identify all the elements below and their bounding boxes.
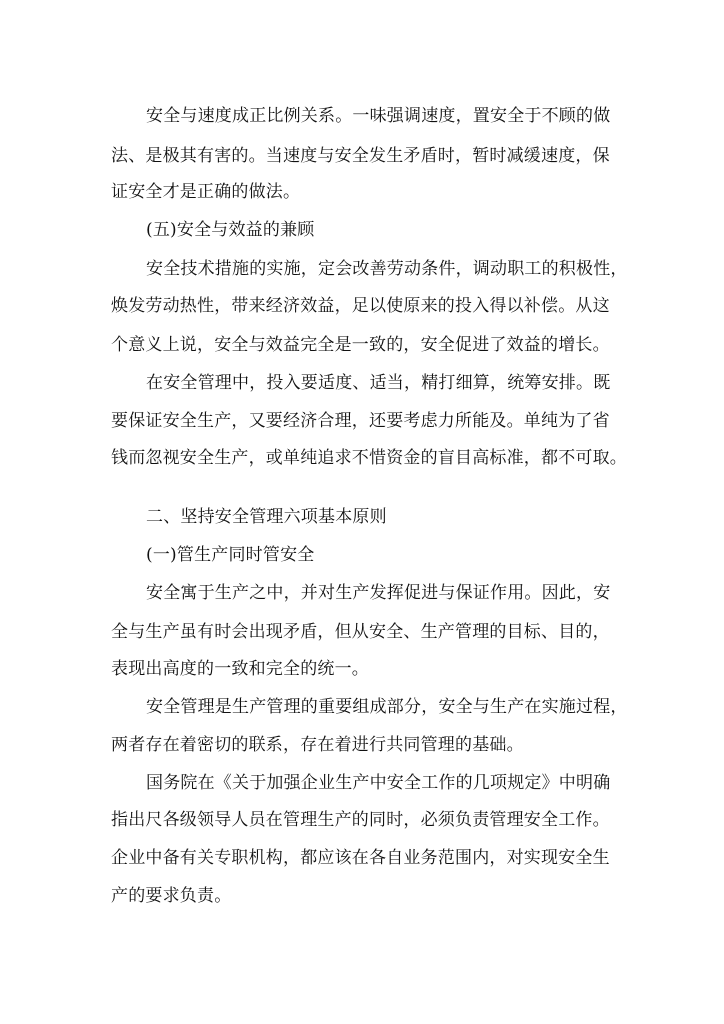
section-heading: (五)安全与效益的兼顾: [146, 220, 315, 240]
paragraph-line: 钱而忽视安全生产，或单纯追求不惜资金的盲目高标准，都不可取。: [111, 448, 627, 468]
paragraph-line: 在安全管理中，投入要适度、适当，精打细算，统筹安排。既: [146, 373, 611, 393]
paragraph-line: 国务院在《关于加强企业生产中安全工作的几项规定》中明确: [146, 773, 611, 793]
paragraph-line: 安全与速度成正比例关系。一味强调速度，置安全于不顾的做: [146, 106, 611, 126]
paragraph-line: 证安全才是正确的做法。: [111, 182, 301, 202]
paragraph-line: 要保证安全生产，又要经济合理，还要考虑力所能及。单纯为了省: [111, 411, 610, 431]
section-heading: 二、坚持安全管理六项基本原则: [146, 507, 387, 527]
paragraph-line: 企业中备有关专职机构，都应该在各自业务范围内，对实现安全生: [111, 848, 610, 868]
paragraph-line: 安全管理是生产管理的重要组成部分，安全与生产在实施过程，: [146, 697, 628, 717]
paragraph-line: 全与生产虽有时会出现矛盾，但从安全、生产管理的目标、目的，: [111, 622, 610, 642]
paragraph-line: 安全技术措施的实施，定会改善劳动条件，调动职工的积极性，: [146, 259, 628, 279]
subsection-heading: (一)管生产同时管安全: [146, 545, 315, 565]
paragraph-line: 产的要求负责。: [111, 886, 232, 906]
paragraph-line: 表现出高度的一致和完全的统一。: [111, 659, 369, 679]
paragraph-line: 法、是极其有害的。当速度与安全发生矛盾时，暂时减缓速度，保: [111, 146, 610, 166]
paragraph-line: 个意义上说，安全与效益完全是一致的，安全促进了效益的增长。: [111, 335, 610, 355]
paragraph-line: 焕发劳动热性，带来经济效益，足以使原来的投入得以补偿。从这: [111, 296, 610, 316]
paragraph-line: 指出尺各级领导人员在管理生产的同时，必须负责管理安全工作。: [111, 810, 610, 830]
paragraph-line: 两者存在着密切的联系，存在着进行共同管理的基础。: [111, 735, 524, 755]
paragraph-line: 安全寓于生产之中，并对生产发挥促进与保证作用。因此，安: [146, 583, 611, 603]
